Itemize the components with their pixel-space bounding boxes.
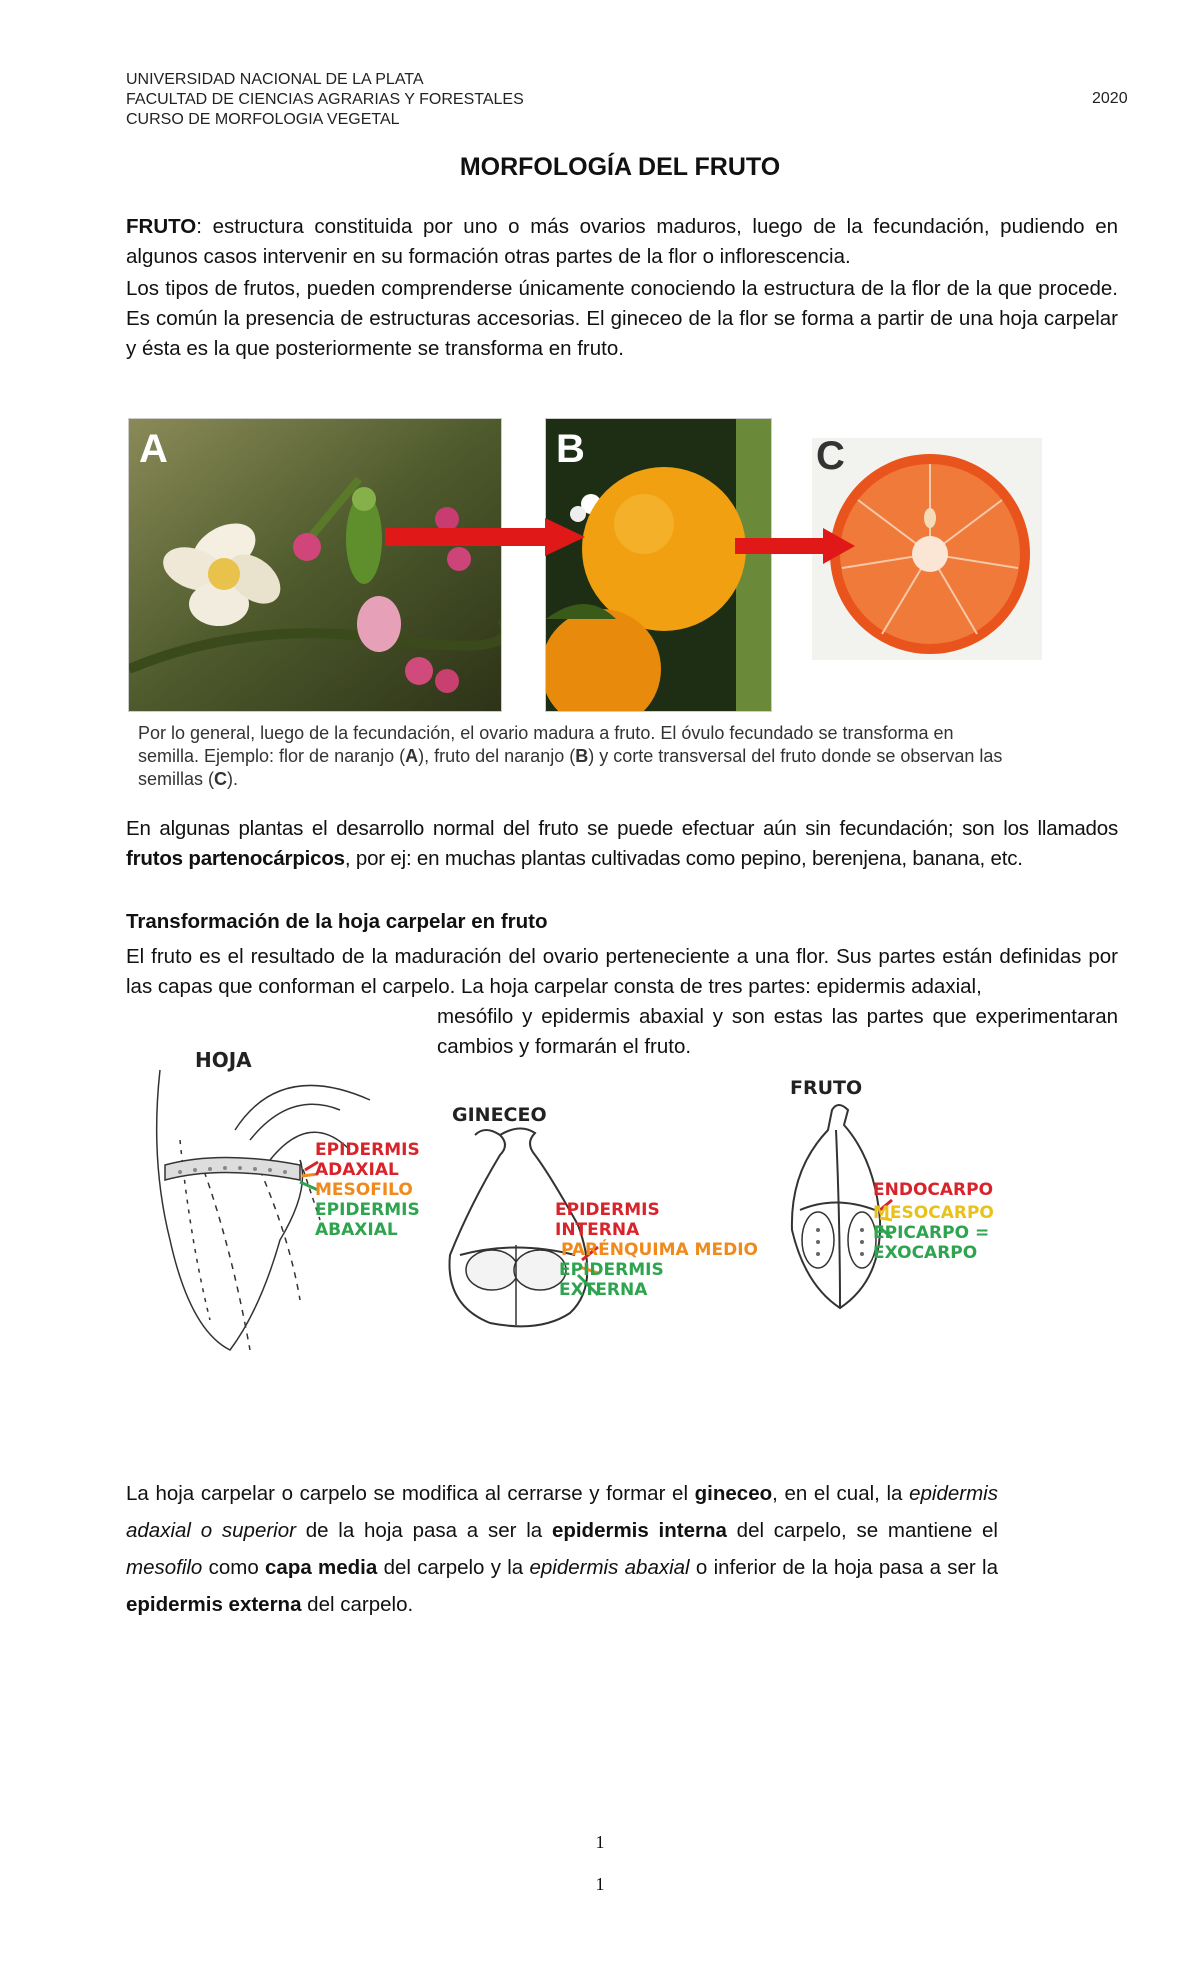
photo-label-c: C: [816, 438, 845, 478]
page-title: MORFOLOGÍA DEL FRUTO: [459, 153, 781, 181]
closing-paragraph: La hoja carpelar o carpelo se modifica al cerrarse y formar el gineceo, en el cual, la epidermis adaxial o superior de la hoja pasa a ser la epidermis interna del carpelo, se mantiene el mesofilo como capa media del carpelo y la epidermis abaxial o inferior de la hoja pasa a ser la epidermis externa del carpelo.: [126, 1482, 998, 1616]
page-number: 1: [595, 1832, 605, 1852]
fruit-label-exocarpo: EXOCARPO: [873, 1243, 978, 1263]
intro-paragraph-2: Los tipos de frutos, pueden comprenderse únicamente conociendo la estructura de la flor de la que procede. Es común la presencia de estructuras accesorias. El gineceo de la flor se forma a partir de una hoja carpelar y ésta es la que posteriormente se transforma en fruto.: [126, 277, 1118, 360]
diagram-fruit: [770, 1070, 1070, 1330]
term-partenocarpicos: frutos partenocárpicos: [126, 847, 345, 870]
photo-orange-fruit: [545, 418, 772, 712]
gynoecium-label-epidermis-2: EPIDERMIS: [559, 1260, 664, 1280]
photo-label-b: B: [556, 427, 585, 471]
fruit-title: FRUTO: [790, 1077, 863, 1099]
photo-caption: Por lo general, luego de la fecundación, el ovario madura a fruto. El óvulo fecundado se transforma en semilla. Ejemplo: flor de naranjo (A), fruto del naranjo (B) y corte transversal del fruto donde se observan las semillas (C).: [138, 723, 1003, 789]
institution-header: [126, 70, 524, 130]
header-line-university: UNIVERSIDAD NACIONAL DE LA PLATA: [126, 71, 424, 88]
leaf-label-adaxial: ADAXIAL: [315, 1160, 399, 1180]
gynoecium-title: GINECEO: [452, 1104, 547, 1126]
arrow-flower-to-fruit: [385, 518, 585, 558]
photo-orange-flower: [128, 418, 502, 712]
header-line-course: CURSO DE MORFOLOGIA VEGETAL: [126, 111, 400, 128]
gynoecium-label-externa: EXTERNA: [559, 1280, 648, 1300]
leaf-title: HOJA: [195, 1048, 252, 1072]
intro-paragraph: [126, 212, 1118, 364]
diagram-gynoecium: [430, 1095, 770, 1335]
fruto-definition: : estructura constituida por uno o más ovarios maduros, luego de la fecundación, pudiendo en algunos casos intervenir en su formación otras partes de la flor o inflorescencia.: [126, 215, 1118, 268]
fruit-label-endocarpo: ENDOCARPO: [873, 1180, 994, 1200]
leaf-label-epidermis-2: EPIDERMIS: [315, 1200, 420, 1220]
leaf-label-mesofilo: MESOFILO: [315, 1180, 413, 1200]
gynoecium-label-epidermis: EPIDERMIS: [555, 1200, 660, 1220]
diagram-leaf: [140, 1040, 440, 1360]
header-year: 2020: [1092, 90, 1128, 107]
header-line-faculty: FACULTAD DE CIENCIAS AGRARIAS Y FORESTALES: [126, 91, 524, 108]
section-heading: Transformación de la hoja carpelar en fruto: [126, 910, 548, 933]
term-fruto: FRUTO: [126, 215, 197, 238]
section-paragraph: El fruto es el resultado de la maduración del ovario perteneciente a una flor. Sus partes están definidas por las capas que conforman el carpelo. La hoja carpelar consta de tres partes: epidermis adaxial,: [126, 945, 1118, 998]
gynoecium-label-parenquima: PARÉNQUIMA MEDIO: [561, 1240, 758, 1260]
page-number-footer: 1: [595, 1874, 605, 1894]
leaf-label-epidermis: EPIDERMIS: [315, 1140, 420, 1160]
arrow-fruit-to-section: [735, 528, 855, 564]
gynoecium-label-interna: INTERNA: [555, 1220, 640, 1240]
fruit-label-epicarpo: EPICARPO =: [873, 1223, 990, 1243]
photo-label-a: A: [139, 427, 168, 471]
parthenocarpy-paragraph: En algunas plantas el desarrollo normal del fruto se puede efectuar aún sin fecundación; son los llamados frutos partenocárpicos, por ej: en muchas plantas cultivadas como pepino, berenjena, banana, etc.: [126, 817, 1118, 870]
leaf-label-abaxial: ABAXIAL: [315, 1220, 398, 1240]
section-paragraph-wrap: mesófilo y epidermis abaxial y son estas las partes que experimentaran cambios y formarán el fruto.: [437, 1005, 1118, 1058]
fruit-label-mesocarpo: MESOCARPO: [873, 1203, 994, 1223]
